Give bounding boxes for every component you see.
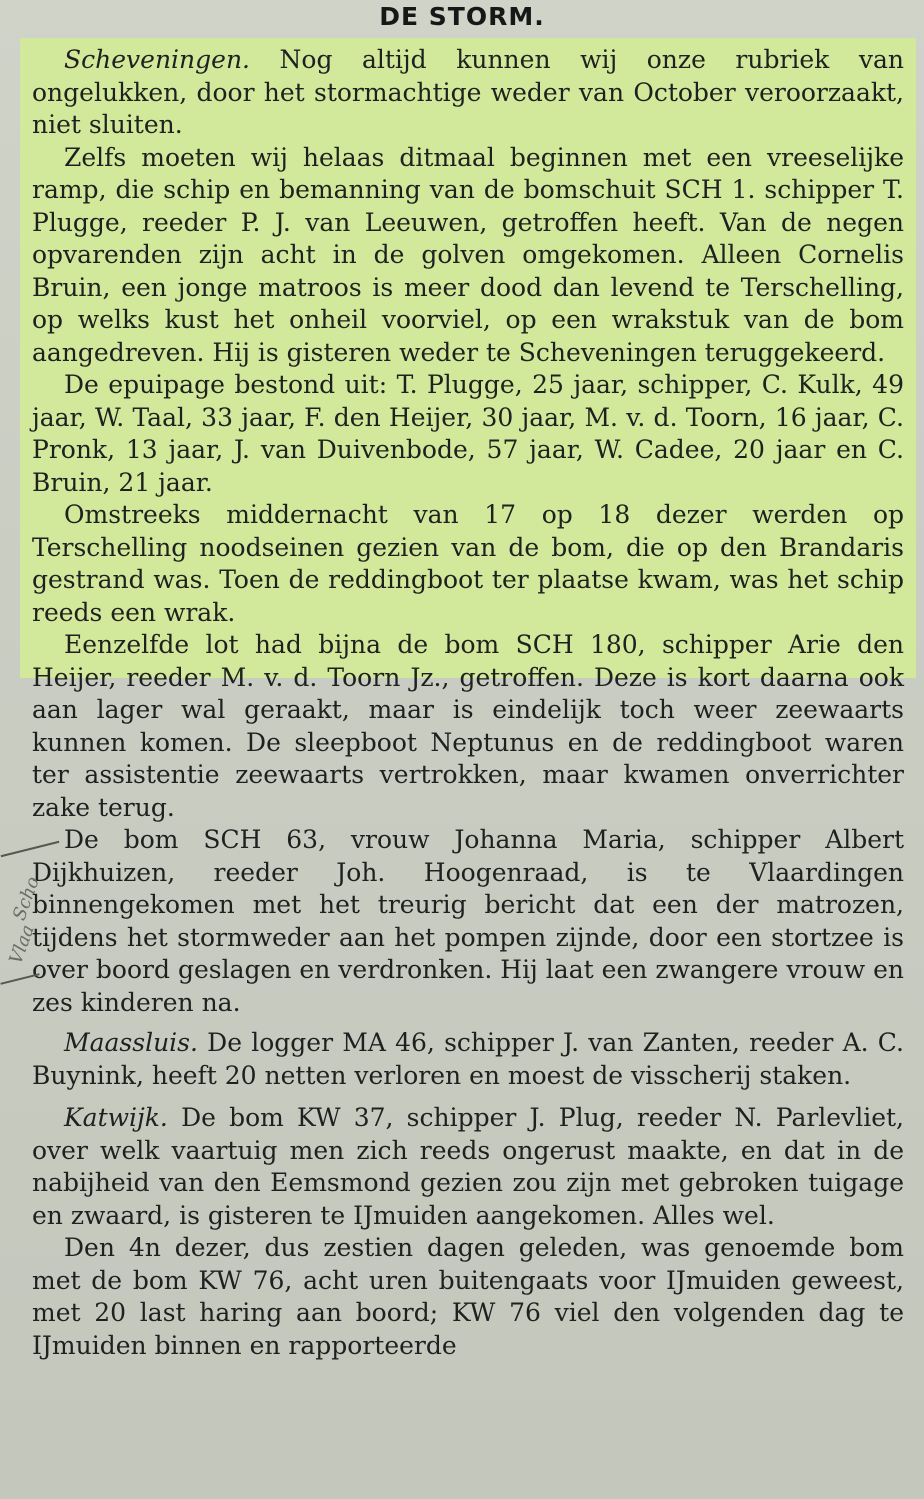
margin-note-1: Scho <box>8 873 44 924</box>
paragraph-text: De logger MA 46, schipper J. van Zanten, reeder A. C. Buynink, heeft 20 netten verloren en moest de visscherij staken. <box>32 1028 904 1090</box>
place-name: Katwijk. <box>64 1103 168 1132</box>
paragraph-1 <box>32 44 904 142</box>
place-name: Maassluis. <box>64 1028 198 1057</box>
paragraph-7 <box>32 1027 904 1092</box>
paragraph-text: De bom KW 37, schipper J. Plug, reeder N. Parlevliet, over welk vaartuig men zich reeds ongerust maakte, en dat in de nabijheid van den Eemsmond gezien zou zijn met gebroken tuigage en zwaard, is gisteren te IJmuiden aangekomen. Alles wel. <box>32 1103 904 1230</box>
article-body <box>32 44 904 1362</box>
paragraph-text: Zelfs moeten wij helaas ditmaal beginnen met een vreeselijke ramp, die schip en bemanning van de bomschuit SCH 1. schipper T. Plugge, reeder P. J. van Leeuwen, getroffen heeft. Van de negen opvarenden zijn acht in de golven omgekomen. Alleen Cornelis Bruin, een jonge matroos is meer dood dan levend te Terschelling, op welks kust het onheil voorviel, op een wrakstuk van de bom aangedreven. Hij is gisteren weder te Scheveningen teruggekeerd. <box>32 142 904 367</box>
paragraph-text: Den 4n dezer, dus zestien dagen geleden, was genoemde bom met de bom KW 76, acht uren buitengaats voor IJmuiden geweest, met 20 last haring aan boord; KW 76 viel den volgenden dag te IJmuiden binnen en rapporteerde <box>32 1233 904 1360</box>
paragraph-8 <box>32 1102 904 1232</box>
paragraph-text: Nog altijd kunnen wij onze rubriek van ongelukken, door het stormachtige weder van October veroorzaakt, niet sluiten. <box>32 45 904 139</box>
place-name: Scheveningen. <box>64 45 250 74</box>
paragraph-5 <box>32 629 904 824</box>
paragraph-text: Omstreeks middernacht van 17 op 18 dezer werden op Terschelling noodseinen gezien van de bom, die op den Brandaris gestrand was. Toen de reddingboot ter plaatse kwam, was het schip reeds een wrak. <box>32 500 904 627</box>
paragraph-9 <box>32 1232 904 1362</box>
paragraph-6 <box>32 824 904 1019</box>
paragraph-2 <box>32 142 904 370</box>
paragraph-text: Eenzelfde lot had bijna de bom SCH 180, schipper Arie den Heijer, reeder M. v. d. Toorn Jz., getroffen. Deze is kort daarna ook aan lager wal geraakt, maar is eindelijk toch weer zeewaarts kunnen komen. De sleepboot Neptunus en de reddingboot waren ter assistentie zeewaarts vertrokken, maar kwamen onverrichter zake terug. <box>32 630 904 822</box>
paragraph-text: De bom SCH 63, vrouw Johanna Maria, schipper Albert Dijkhuizen, reeder Joh. Hoogenraad, is te Vlaardingen binnengekomen met het treurig bericht dat een der matrozen, tijdens het stormweder aan het pompen zijnde, door een stortzee is over boord geslagen en verdronken. Hij laat een zwangere vrouw en zes kinderen na. <box>32 825 904 1017</box>
paragraph-4 <box>32 499 904 629</box>
paragraph-text: De epuipage bestond uit: T. Plugge, 25 jaar, schipper, C. Kulk, 49 jaar, W. Taal, 33 jaar, F. den Heijer, 30 jaar, M. v. d. Toorn, 16 jaar, C. Pronk, 13 jaar, J. van Duivenbode, 57 jaar, W. Cadee, 20 jaar en C. Bruin, 21 jaar. <box>32 370 904 497</box>
headline: DE STORM. <box>379 2 545 31</box>
paragraph-3 <box>32 369 904 499</box>
margin-note-2: Vlaa <box>5 922 39 967</box>
